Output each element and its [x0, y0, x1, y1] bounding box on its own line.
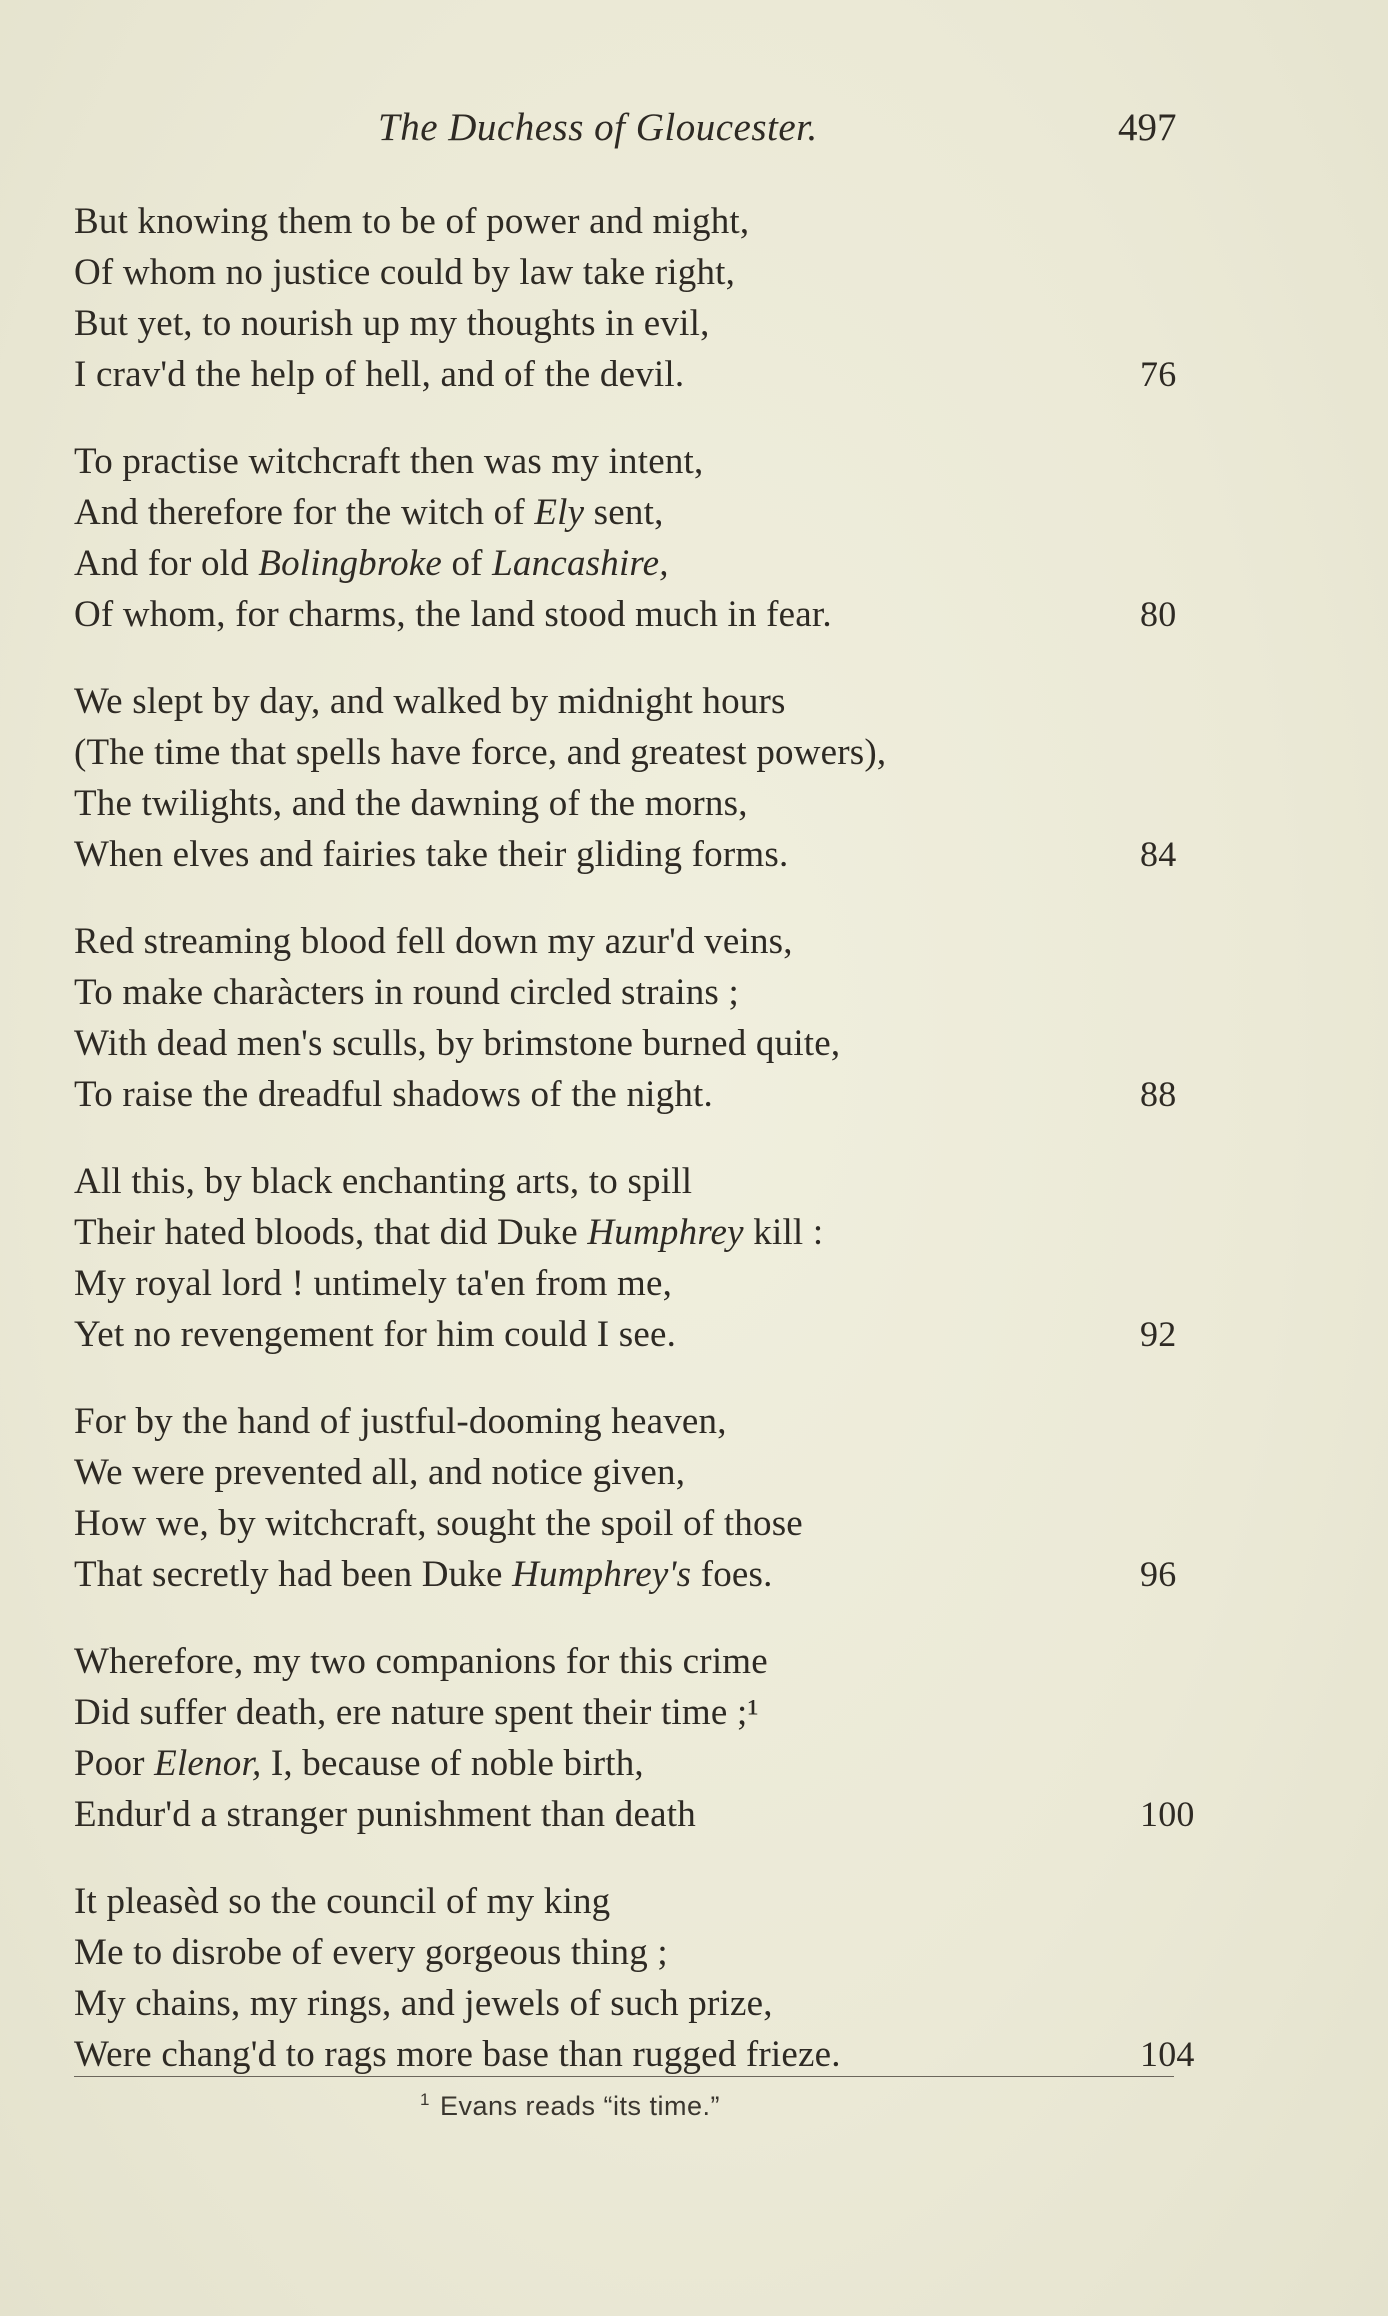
verse-line-text: For by the hand of justful-dooming heaven, — [74, 1401, 727, 1442]
running-title: The Duchess of Gloucester. — [378, 106, 818, 149]
proper-name: Lancashire, — [492, 543, 669, 584]
verse-line-text: How we, by witchcraft, sought the spoil of those — [74, 1503, 803, 1544]
verse-line — [74, 1687, 1194, 1738]
line-number: 92 — [1140, 1314, 1177, 1354]
verse-line — [74, 298, 1194, 349]
line-number: 100 — [1140, 1794, 1195, 1834]
verse-line-text: Me to disrobe of every gorgeous thing ; — [74, 1932, 668, 1973]
proper-name: Humphrey's — [512, 1554, 692, 1595]
verse-line — [74, 1447, 1194, 1498]
proper-name: Elenor, — [154, 1743, 262, 1784]
verse-line — [74, 916, 1194, 967]
verse-line — [74, 1069, 1194, 1120]
verse-line-text: Of whom no justice could by law take right, — [74, 252, 736, 293]
verse-line-text: With dead men's sculls, by brimstone burned quite, — [74, 1023, 841, 1064]
verse-line-text: All this, by black enchanting arts, to spill — [74, 1161, 693, 1202]
verse-line-text: Their hated bloods, that did Duke Humphrey kill : — [74, 1212, 824, 1253]
verse-line — [74, 1789, 1194, 1840]
verse-line — [74, 247, 1194, 298]
verse-line-text: That secretly had been Duke Humphrey's foes. — [74, 1554, 773, 1595]
stanza — [74, 1156, 1194, 1360]
running-head — [0, 105, 1388, 155]
verse-line — [74, 1156, 1194, 1207]
verse-line — [74, 1738, 1194, 1789]
verse-line-text: To practise witchcraft then was my intent, — [74, 441, 704, 482]
verse-line-text: And for old Bolingbroke of Lancashire, — [74, 543, 669, 584]
stanza — [74, 676, 1194, 880]
line-number: 104 — [1140, 2034, 1195, 2074]
line-number: 84 — [1140, 834, 1177, 874]
verse-line — [74, 1636, 1194, 1687]
verse-line — [74, 1927, 1194, 1978]
stanza — [74, 196, 1194, 400]
verse-line — [74, 727, 1194, 778]
verse-line-text: Were chang'd to rags more base than rugged frieze. — [74, 2034, 841, 2075]
verse-line — [74, 967, 1194, 1018]
line-number: 96 — [1140, 1554, 1177, 1594]
verse-line — [74, 487, 1194, 538]
footnote — [420, 2090, 720, 2122]
verse-line-text: (The time that spells have force, and greatest powers), — [74, 732, 887, 773]
verse-line — [74, 2029, 1194, 2080]
verse-line — [74, 1258, 1194, 1309]
verse-line-text: The twilights, and the dawning of the morns, — [74, 783, 748, 824]
verse-line — [74, 538, 1194, 589]
verse-line — [74, 1396, 1194, 1447]
verse-line-text: Endur'd a stranger punishment than death — [74, 1794, 696, 1835]
verse-line — [74, 676, 1194, 727]
verse-line-text: Poor Elenor, I, because of noble birth, — [74, 1743, 644, 1784]
verse-line — [74, 436, 1194, 487]
verse-line-text: To make charàcters in round circled strains ; — [74, 972, 739, 1013]
proper-name: Humphrey — [587, 1212, 744, 1253]
verse-line-text: My chains, my rings, and jewels of such prize, — [74, 1983, 773, 2024]
verse-line-text: We slept by day, and walked by midnight hours — [74, 681, 786, 722]
verse-line — [74, 1876, 1194, 1927]
stanza — [74, 1396, 1194, 1600]
footnote-marker: 1 — [420, 2090, 430, 2109]
stanza — [74, 1636, 1194, 1840]
proper-name: Bolingbroke — [258, 543, 443, 584]
verse-line — [74, 1309, 1194, 1360]
verse-line-text: But knowing them to be of power and might, — [74, 201, 750, 242]
verse-line — [74, 589, 1194, 640]
verse-line-text: Did suffer death, ere nature spent their time ;¹ — [74, 1692, 759, 1733]
stanza — [74, 916, 1194, 1120]
verse-line — [74, 829, 1194, 880]
verse-line-text: Yet no revengement for him could I see. — [74, 1314, 677, 1355]
verse-line — [74, 1498, 1194, 1549]
verse-line-text: Wherefore, my two companions for this crime — [74, 1641, 768, 1682]
verse-line-text: Of whom, for charms, the land stood much in fear. — [74, 594, 832, 635]
line-number: 88 — [1140, 1074, 1177, 1114]
verse-line-text: I crav'd the help of hell, and of the devil. — [74, 354, 685, 395]
verse-line — [74, 1978, 1194, 2029]
footnote-divider — [74, 2076, 1174, 2077]
verse-line-text: We were prevented all, and notice given, — [74, 1452, 686, 1493]
verse-line — [74, 196, 1194, 247]
footnote-text: Evans reads “its time.” — [439, 2091, 721, 2121]
verse-line-text: But yet, to nourish up my thoughts in evil, — [74, 303, 710, 344]
verse-line — [74, 778, 1194, 829]
line-number: 80 — [1140, 594, 1177, 634]
verse-line-text: My royal lord ! untimely ta'en from me, — [74, 1263, 673, 1304]
verse-line-text: Red streaming blood fell down my azur'd veins, — [74, 921, 793, 962]
verse-line-text: And therefore for the witch of Ely sent, — [74, 492, 664, 533]
poem-body — [74, 196, 1194, 2116]
stanza — [74, 436, 1194, 640]
stanza — [74, 1876, 1194, 2080]
page-number: 497 — [1118, 106, 1177, 149]
verse-line-text: To raise the dreadful shadows of the night. — [74, 1074, 713, 1115]
verse-line — [74, 1018, 1194, 1069]
proper-name: Ely — [534, 492, 585, 533]
verse-line — [74, 349, 1194, 400]
verse-line-text: When elves and fairies take their gliding forms. — [74, 834, 789, 875]
line-number: 76 — [1140, 354, 1177, 394]
verse-line-text: It pleasèd so the council of my king — [74, 1881, 611, 1922]
verse-line — [74, 1549, 1194, 1600]
verse-line — [74, 1207, 1194, 1258]
